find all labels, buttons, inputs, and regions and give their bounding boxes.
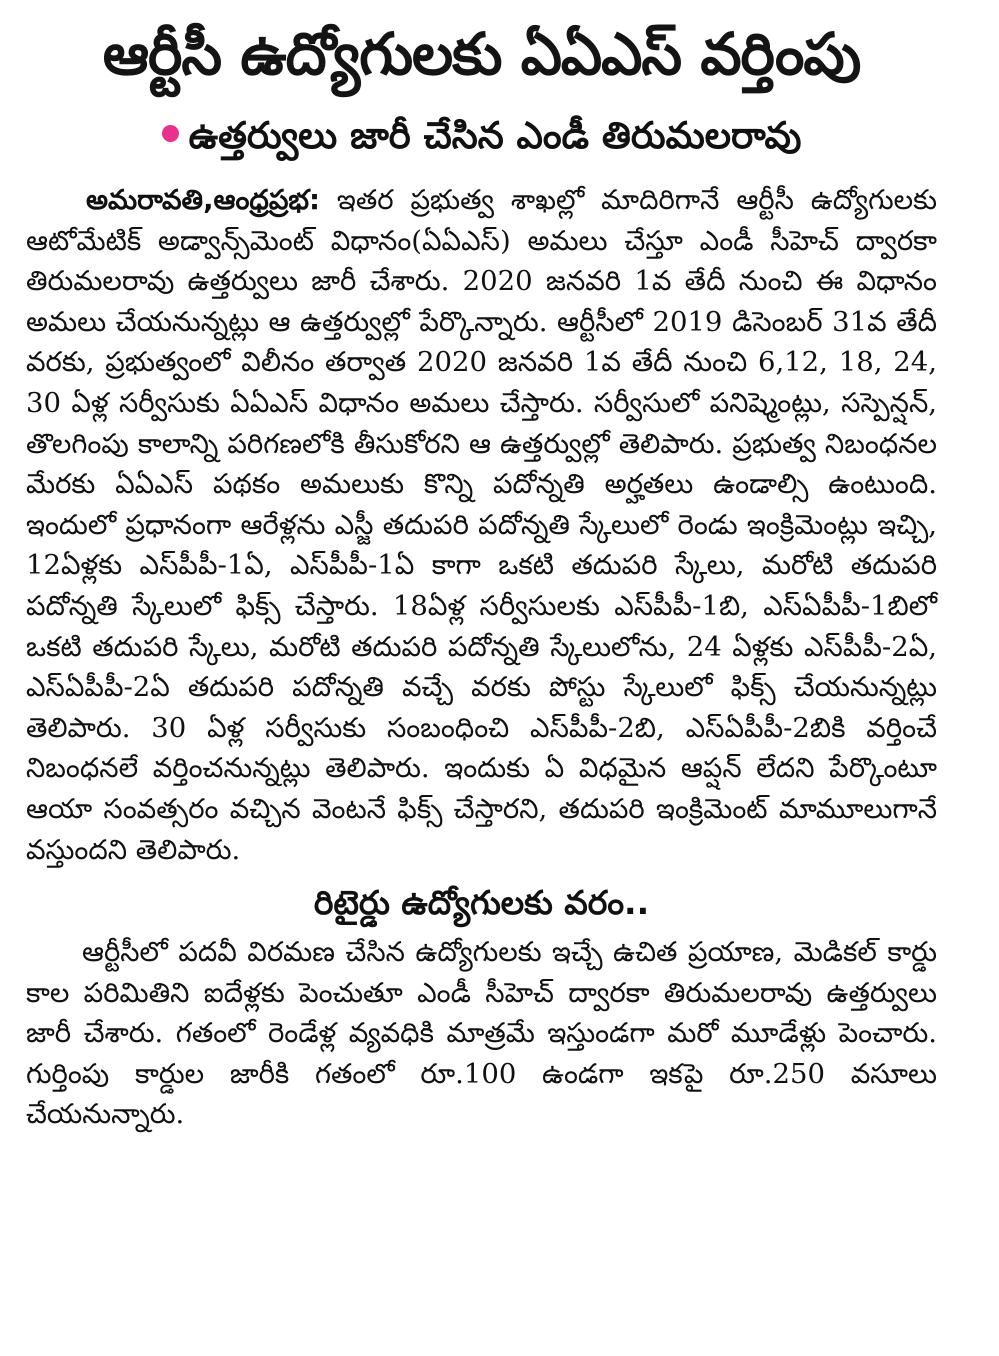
section-heading: రిటైర్డు ఉద్యోగులకు వరం.. [313,883,650,923]
subheadline-row [26,110,937,162]
bullet-icon [162,125,179,142]
paragraph-1-text: ఇతర ప్రభుత్వ శాఖల్లో మాదిరిగానే ఆర్టీసీ ఉద్యోగులకు ఆటోమేటిక్ అడ్వాన్స్‌మెంట్ విధానం(ఏఏఎస్) అమలు చేస్తూ ఎండీ సీహెచ్ ద్వారకా తిరుమలరావు ఉత్తర్వులు జారీ చేశారు. 2020 జనవరి 1వ తేదీ నుంచి ఈ విధానం అమలు చేయనున్నట్లు ఆ ఉత్తర్వుల్లో పేర్కొన్నారు. ఆర్టీసీలో 2019 డిసెంబర్ 31వ తేదీ వరకు, ప్రభుత్వంలో విలీనం తర్వాత 2020 జనవరి 1వ తేదీ నుంచి 6,12, 18, 24, 30 ఏళ్ల సర్వీసుకు ఏఏఎస్ విధానం అమలు చేస్తారు. సర్వీసులో పనిష్మెంట్లు, సస్పెన్షన్, తొలగింపు కాలాన్ని పరిగణలోకి తీసుకోరని ఆ ఉత్తర్వుల్లో తెలిపారు. ప్రభుత్వ నిబంధనల మేరకు ఏఏఎస్ పథకం అమలుకు కొన్ని పదోన్నతి అర్హతలు ఉండాల్సి ఉంటుంది. ఇందులో ప్రధానంగా ఆరేళ్లను ఎస్జీ తదుపరి పదోన్నతి స్కేలులో రెండు ఇంక్రిమెంట్లు ఇచ్చి, 12ఏళ్లకు ఎస్‌పీపీ-1ఏ, ఎస్‌పీపీ-1ఏ కాగా ఒకటి తదుపరి స్కేలు, మరోటి తదుపరి పదోన్నతి స్కేలులో ఫిక్స్ చేస్తారు. 18ఏళ్ల సర్వీసులకు ఎస్‌పీపీ-1బి, ఎస్ఏపీపీ-1బిలో ఒకటి తదుపరి స్కేలు, మరోటి తదుపరి పదోన్నతి స్కేలులోను, 24 ఏళ్లకు ఎస్‌పీపీ-2ఏ, ఎస్ఏపీపీ-2ఏ తదుపరి పదోన్నతి వచ్చే వరకు పోస్టు స్కేలులో ఫిక్స్ చేయనున్నట్లు తెలిపారు. 30 ఏళ్ల సర్వీసుకు సంబంధించి ఎస్‌పీపీ-2బి, ఎస్ఏపీపీ-2బికి వర్తించే నిబంధనలే వర్తించనున్నట్లు తెలిపారు. ఇందుకు ఏ విధమైన ఆప్షన్ లేదని పేర్కొంటూ ఆయా సంవత్సరం వచ్చిన వెంటనే ఫిక్స్ చేస్తారని, తదుపరి ఇంక్రిమెంట్ మామూలుగానే వస్తుందని తెలిపారు. [26,184,938,866]
subheadline: ఉత్తర్వులు జారీ చేసిన ఎండీ తిరుమలరావు [188,114,802,157]
headline: ఆర్టీసీ ఉద్యోగులకు ఏఏఎస్ వర్తింపు [102,20,861,88]
article-paragraph-1 [26,180,937,870]
article-paragraph-2: ఆర్టీసీలో పదవీ విరమణ చేసిన ఉద్యోగులకు ఇచ్చే ఉచిత ప్రయాణ, మెడికల్ కార్డు కాల పరిమితిని ఐదేళ్లకు పెంచుతూ ఎండీ సీహెచ్ ద్వారకా తిరుమలరావు ఉత్తర్వులు జారీ చేశారు. గతంలో రెండేళ్ల వ్యవధికి మాత్రమే ఇస్తుండగా మరో మూడేళ్లు పెంచారు. గుర్తింపు కార్డుల జారీకి గతంలో రూ.100 ఉండగా ఇకపై రూ.250 వసూలు చేయనున్నారు. [26,936,937,1131]
dateline: అమరావతి,ఆంధ్రప్రభ: [86,184,320,216]
